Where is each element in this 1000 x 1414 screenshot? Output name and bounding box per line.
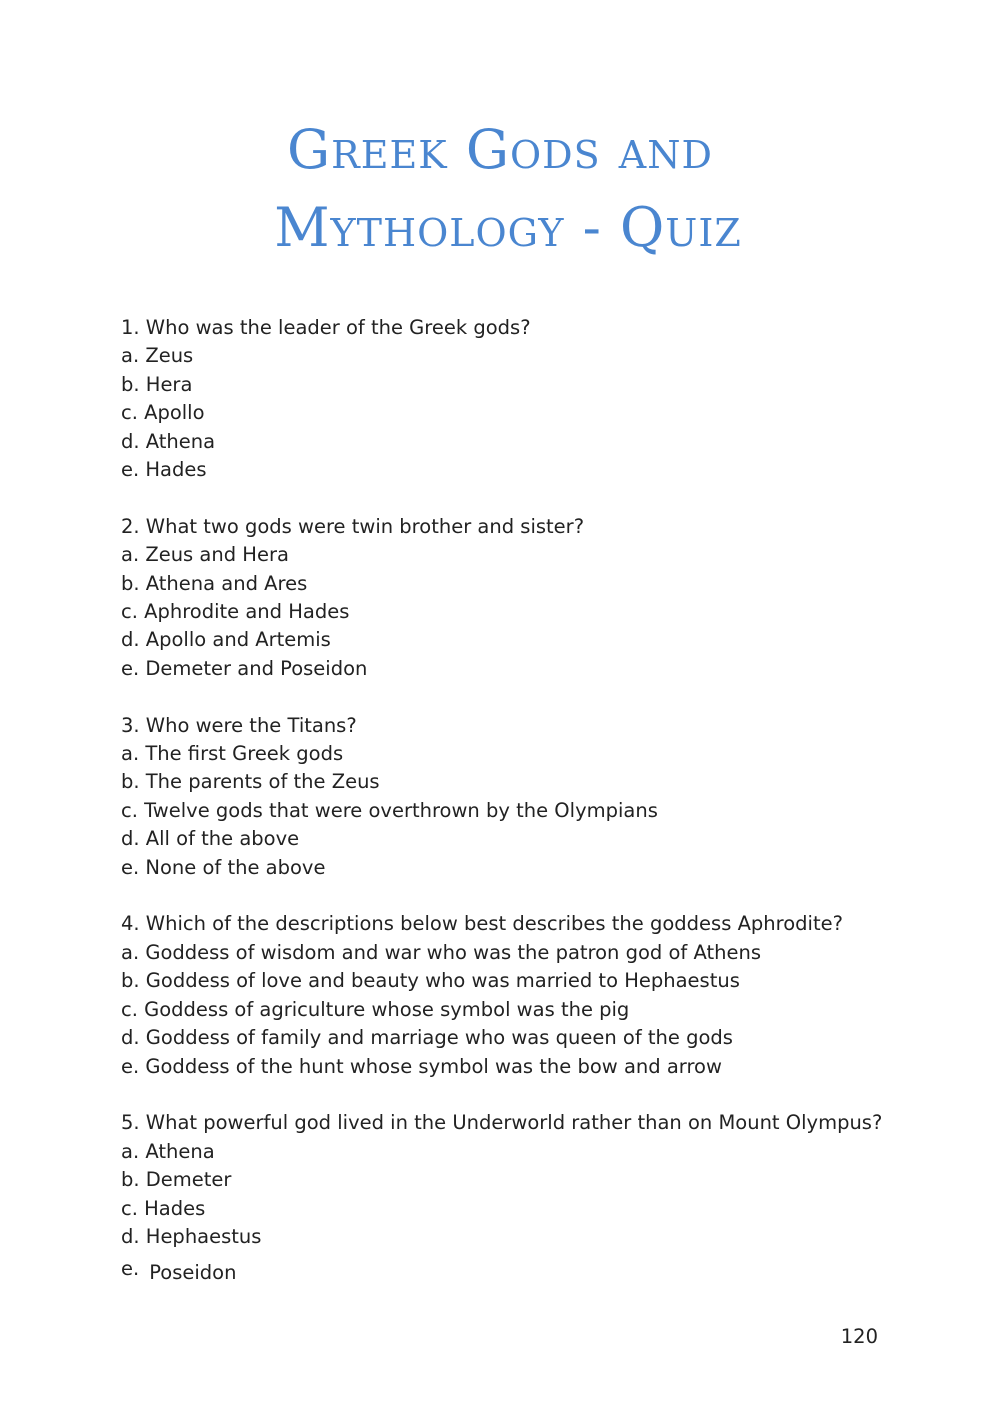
question-text: 1. Who was the leader of the Greek gods? — [121, 316, 531, 339]
answer-option: b. Athena and Ares — [121, 571, 308, 595]
question-text: 5. What powerful god lived in the Underworld rather than on Mount Olympus? — [121, 1111, 883, 1135]
page-title-line-1: Greek Gods and — [287, 118, 713, 181]
answer-option: a. The first Greek gods — [121, 742, 344, 766]
question-3 — [121, 712, 901, 882]
answer-option: b. Hera — [121, 372, 193, 396]
page-title-line-2: Mythology - Quiz — [274, 196, 742, 259]
answer-option — [121, 1259, 901, 1287]
answer-option-letter: e. — [121, 1257, 140, 1281]
answer-option: d. Athena — [121, 429, 216, 453]
question-text: 3. Who were the Titans? — [121, 713, 357, 737]
answer-option: c. Hades — [121, 1196, 206, 1220]
question-4 — [121, 910, 901, 1080]
answer-option: e. None of the above — [121, 855, 326, 879]
question-text: 2. What two gods were twin brother and sister? — [121, 514, 585, 538]
answer-option: b. Goddess of love and beauty who was married to Hephaestus — [121, 969, 740, 993]
answer-option: a. Athena — [121, 1139, 215, 1163]
answer-option: c. Goddess of agriculture whose symbol was the pig — [121, 997, 630, 1021]
answer-option: d. All of the above — [121, 827, 300, 851]
answer-option: e. Goddess of the hunt whose symbol was the bow and arrow — [121, 1054, 722, 1078]
question-1 — [121, 314, 901, 484]
answer-option: c. Twelve gods that were overthrown by the Olympians — [121, 798, 658, 822]
answer-option: d. Goddess of family and marriage who was queen of the gods — [121, 1026, 733, 1050]
question-2 — [121, 513, 901, 683]
answer-option: d. Hephaestus — [121, 1224, 262, 1248]
answer-option: d. Apollo and Artemis — [121, 628, 331, 652]
quiz-body — [121, 314, 901, 1316]
answer-option: a. Goddess of wisdom and war who was the patron god of Athens — [121, 940, 762, 964]
answer-option-text: Poseidon — [149, 1261, 237, 1285]
answer-option: a. Zeus — [121, 344, 194, 368]
answer-option: c. Aphrodite and Hades — [121, 600, 350, 624]
answer-option: c. Apollo — [121, 401, 205, 425]
answer-option: b. The parents of the Zeus — [121, 770, 380, 794]
answer-option: e. Hades — [121, 458, 207, 482]
answer-option: e. Demeter and Poseidon — [121, 656, 368, 680]
question-5 — [121, 1109, 901, 1287]
answer-option: a. Zeus and Hera — [121, 543, 289, 567]
page-number: 120 — [840, 1325, 878, 1348]
answer-option: b. Demeter — [121, 1168, 232, 1192]
question-text: 4. Which of the descriptions below best describes the goddess Aphrodite? — [121, 912, 843, 936]
